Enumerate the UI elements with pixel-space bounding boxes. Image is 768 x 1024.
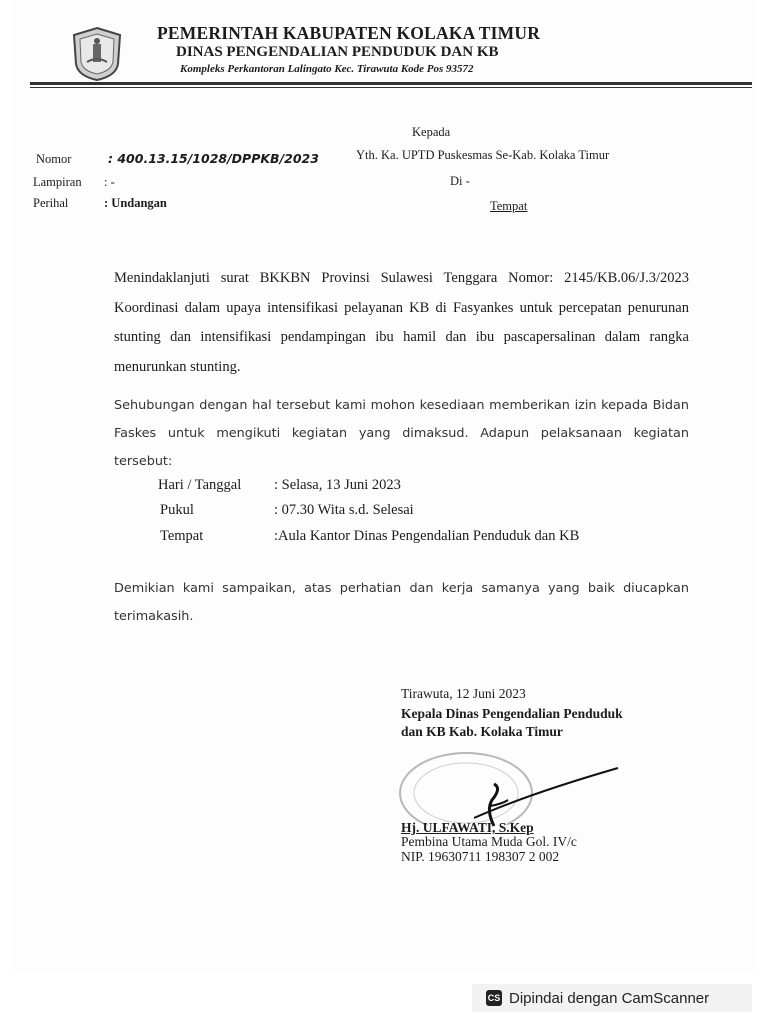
paragraph-closing: Demikian kami sampaikan, atas perhatian dan kerja samanya yang baik diucapkan terimakasih. xyxy=(114,581,689,624)
recipient: Yth. Ka. UPTD Puskesmas Se-Kab. Kolaka Timur xyxy=(356,148,610,162)
detail-label-date: Hari / Tanggal xyxy=(158,477,242,493)
camscanner-icon: CS xyxy=(486,990,502,1006)
nomor-label: Nomor xyxy=(36,152,72,166)
signature-title-line1: Kepala Dinas Pengendalian Penduduk xyxy=(401,706,623,721)
letterhead-rule-thin xyxy=(30,87,752,88)
detail-value-place: :Aula Kantor Dinas Pengendalian Penduduk dan KB xyxy=(274,528,580,544)
detail-label-time: Pukul xyxy=(160,502,194,518)
lampiran-value: : - xyxy=(104,175,115,189)
letterhead-rule-thick xyxy=(30,82,752,85)
signature-place-date: Tirawuta, 12 Juni 2023 xyxy=(401,686,526,701)
kepada-label: Kepada xyxy=(412,125,451,139)
paragraph-intro: Menindaklanjuti surat BKKBN Provinsi Sulawesi Tenggara Nomor: 2145/KB.06/J.3/2023 Koordinasi dalam upaya intensifikasi pelayanan KB di Fasyankes untuk percepatan penurunan stunting dan intensifikasi pendampingan ibu hamil dan ibu pascapersalinan dalam rangka menurunkan stunting. xyxy=(114,270,689,375)
camscanner-text: Dipindai dengan CamScanner xyxy=(509,989,710,1007)
nomor-value: : 400.13.15/1028/DPPKB/2023 xyxy=(108,151,319,166)
signature-name: Hj. ULFAWATI, S.Kep xyxy=(401,820,534,835)
detail-label-place: Tempat xyxy=(160,528,204,544)
perihal-label: Perihal xyxy=(33,196,69,210)
letterhead-government: PEMERINTAH KABUPATEN KOLAKA TIMUR xyxy=(157,23,541,43)
paragraph-request: Sehubungan dengan hal tersebut kami mohon kesediaan memberikan izin kepada Bidan Faskes untuk mengikuti kegiatan yang dimaksud. Adapun pelaksanaan kegiatan tersebut: xyxy=(114,398,689,469)
letterhead-address: Kompleks Perkantoran Lalingato Kec. Tirawuta Kode Pos 93572 xyxy=(180,63,474,75)
tempat-label: Tempat xyxy=(490,199,528,213)
signature-nip: NIP. 19630711 198307 2 002 xyxy=(401,849,560,864)
signature-title-line2: dan KB Kab. Kolaka Timur xyxy=(401,724,563,739)
regency-crest-icon xyxy=(70,26,124,82)
di-label: Di - xyxy=(450,174,470,188)
perihal-value: : Undangan xyxy=(104,196,167,210)
camscanner-watermark xyxy=(472,984,752,1012)
detail-value-date: : Selasa, 13 Juni 2023 xyxy=(274,477,401,493)
lampiran-label: Lampiran xyxy=(33,175,82,189)
letterhead-agency: DINAS PENGENDALIAN PENDUDUK DAN KB xyxy=(176,44,499,60)
signature-rank: Pembina Utama Muda Gol. IV/c xyxy=(401,834,577,849)
detail-value-time: : 07.30 Wita s.d. Selesai xyxy=(274,502,414,518)
